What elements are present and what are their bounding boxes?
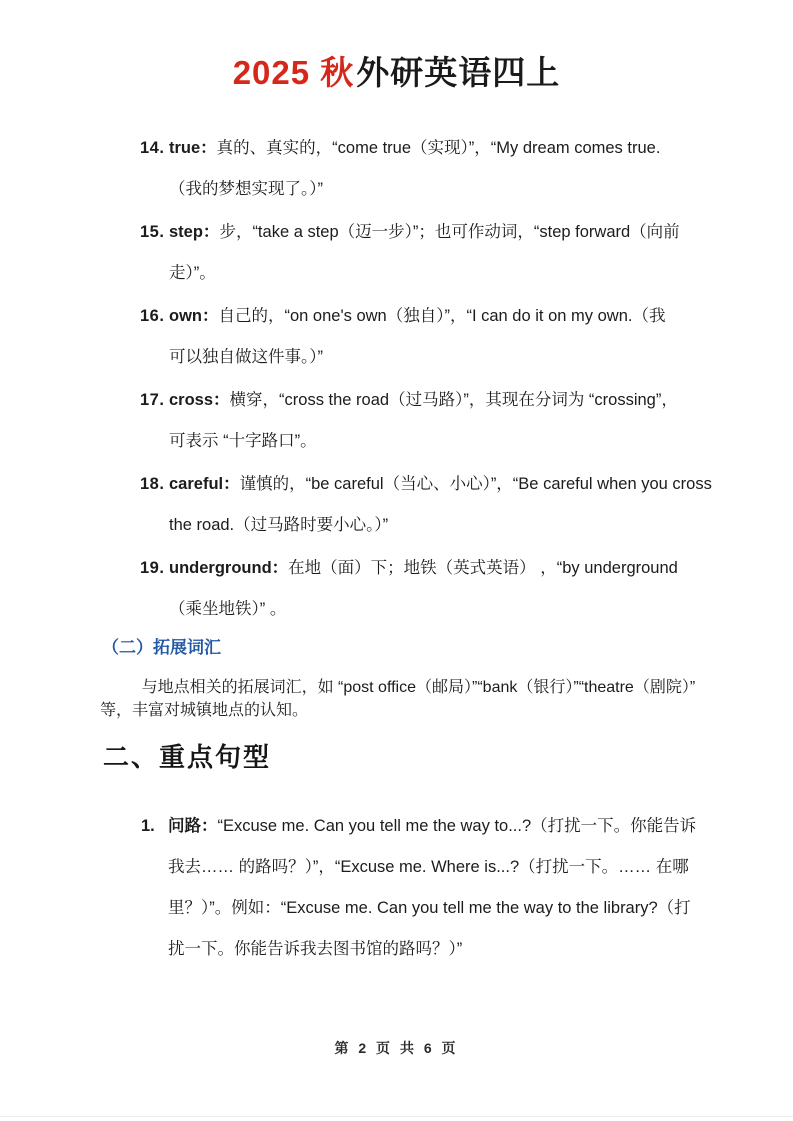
vocab-item-14 xyxy=(140,128,723,210)
sentence-line-1 xyxy=(168,806,723,847)
vocab-term: own： xyxy=(169,307,219,325)
vocab-item-18 xyxy=(140,464,723,546)
expand-section-heading: （二）拓展词汇 xyxy=(102,638,221,657)
vocab-item-16 xyxy=(140,296,723,378)
sentence-line-4: 扰一下。你能告诉我去图书馆的路吗？）” xyxy=(168,940,463,958)
vocab-text: 横穿，“cross the road（过马路）”，其现在分词为 “crossing”， xyxy=(229,391,678,409)
vocab-line-1 xyxy=(169,548,723,589)
item-number: 1. xyxy=(141,817,155,835)
vocab-line-1 xyxy=(169,296,723,337)
vocab-text: 在地（面）下；地铁（英式英语） ，“by underground xyxy=(288,559,678,577)
vocab-item-15 xyxy=(140,212,723,294)
vocab-line-2: the road.（过马路时要小心。）” xyxy=(169,516,389,534)
item-number: 16. xyxy=(140,307,165,325)
expand-paragraph: 与地点相关的拓展词汇，如 “post office（邮局）”“bank（银行）”“theatre（剧院）” 等，丰富对城镇地点的认知。 xyxy=(100,679,696,719)
vocab-list xyxy=(140,128,723,630)
sentence-item-1 xyxy=(141,806,723,970)
vocab-line-1 xyxy=(169,128,723,169)
vocab-item-17 xyxy=(140,380,723,462)
page-title xyxy=(0,48,793,98)
title-year-season: 2025 秋 xyxy=(232,54,355,91)
vocab-line-2: （乘坐地铁）” 。 xyxy=(169,600,287,618)
page-footer: 第 2 页 共 6 页 xyxy=(334,1040,459,1056)
vocab-line-1 xyxy=(169,464,723,505)
vocab-text: 谨慎的，“be careful（当心、小心）”，“Be careful when you cross xyxy=(239,475,712,493)
item-number: 14. xyxy=(140,139,165,157)
item-number: 15. xyxy=(140,223,165,241)
vocab-text: 自己的，“on one's own（独自）”，“I can do it on my own.（我 xyxy=(218,307,666,325)
vocab-term: careful： xyxy=(169,475,240,493)
vocab-line-1 xyxy=(169,380,723,421)
scan-bottom-edge xyxy=(0,1116,793,1117)
vocab-line-1 xyxy=(169,212,723,253)
vocab-term: step： xyxy=(169,223,220,241)
vocab-text: 真的、真实的，“come true（实现）”，“My dream comes true. xyxy=(216,139,661,157)
vocab-text: 步，“take a step（迈一步）”；也可作动词，“step forward（向前 xyxy=(219,223,680,241)
vocab-term: underground： xyxy=(169,559,289,577)
item-number: 18. xyxy=(140,475,165,493)
vocab-item-19 xyxy=(140,548,723,630)
key-sentences-heading: 二、重点句型 xyxy=(103,742,272,772)
sentence-text: “Excuse me. Can you tell me the way to...?（打扰一下。你能告诉 xyxy=(217,817,697,835)
title-book-name: 外研英语四上 xyxy=(356,54,561,91)
vocab-line-2: 走）”。 xyxy=(169,264,216,282)
vocab-term: true： xyxy=(169,139,217,157)
vocab-line-2: （我的梦想实现了。）” xyxy=(169,180,323,198)
vocab-line-2: 可表示 “十字路口”。 xyxy=(169,432,317,450)
sentence-line-3: 里？）”。例如：“Excuse me. Can you tell me the way to the library?（打 xyxy=(168,899,691,917)
sentence-line-2: 我去…… 的路吗？）”，“Excuse me. Where is...?（打扰一下。…… 在哪 xyxy=(168,858,689,876)
vocab-line-2: 可以独自做这件事。）” xyxy=(169,348,323,366)
sentence-term: 问路： xyxy=(168,817,218,835)
item-number: 19. xyxy=(140,559,165,577)
vocab-term: cross： xyxy=(169,391,230,409)
item-number: 17. xyxy=(140,391,165,409)
